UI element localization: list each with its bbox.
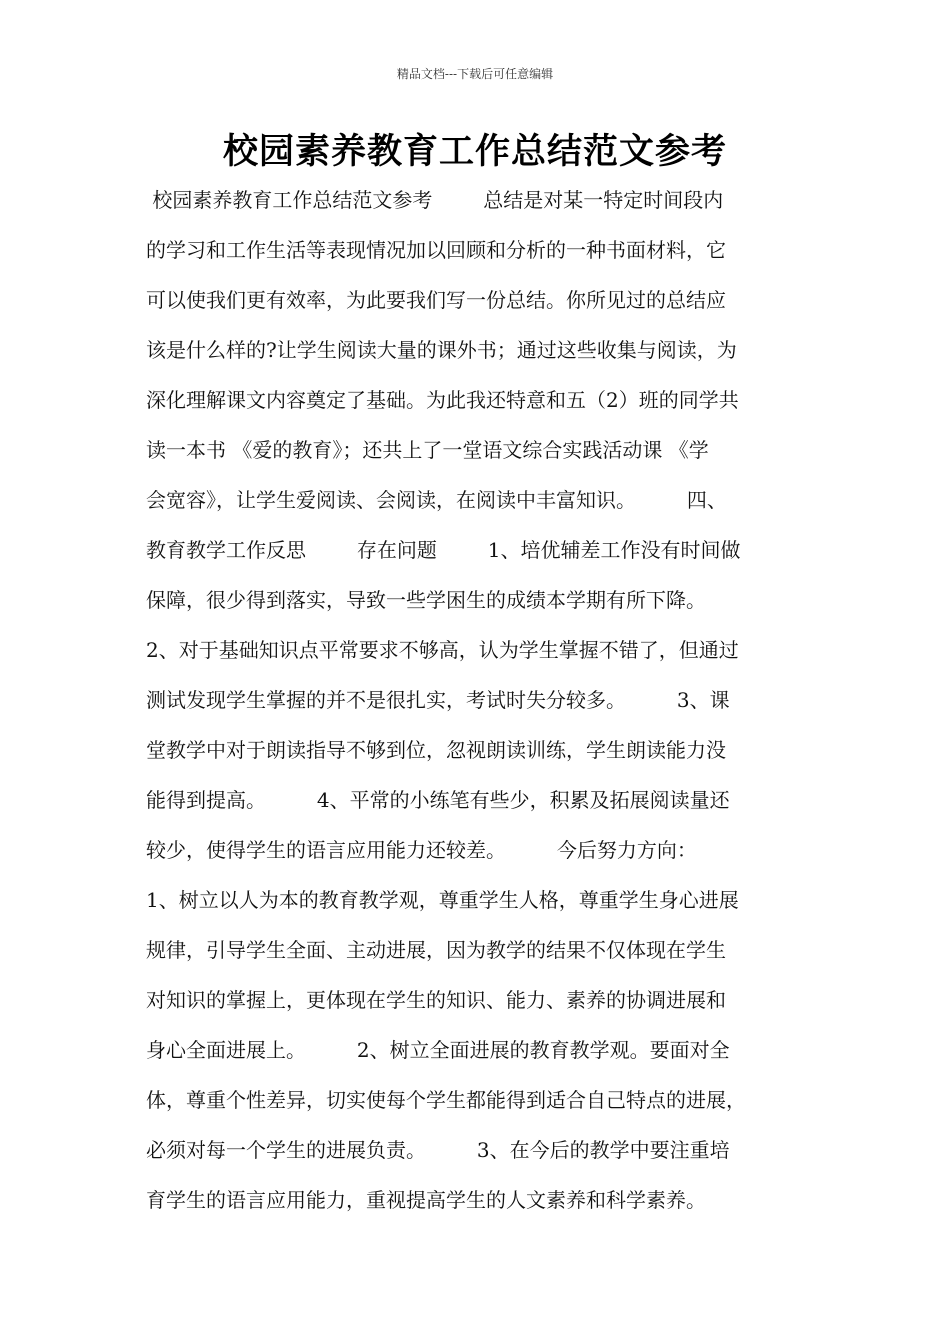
body-line-2: 的学习和工作生活等表现情况加以回顾和分析的一种书面材料，它 (146, 238, 726, 262)
body-line-20: 必须对每一个学生的进展负责。 3、在今后的教学中要注重培 (146, 1138, 730, 1162)
body-line-10: 2、对于基础知识点平常要求不够高，认为学生掌握不错了，但通过 (146, 638, 739, 662)
body-line-11: 测试发现学生掌握的并不是很扎实，考试时失分较多。 3、课 (146, 688, 730, 712)
body-line-17: 对知识的掌握上，更体现在学生的知识、能力、素养的协调进展和 (146, 988, 726, 1012)
document-body (146, 182, 826, 1232)
body-line-14: 较少，使得学生的语言应用能力还较差。 今后努力方向： (146, 838, 697, 862)
body-line-7: 会宽容》，让学生爱阅读、会阅读，在阅读中丰富知识。 四、 (146, 488, 727, 512)
page-header: 精品文档---下载后可任意编辑 (396, 67, 554, 81)
body-line-12: 堂教学中对于朗读指导不够到位，忽视朗读训练，学生朗读能力没 (146, 738, 726, 762)
body-line-13: 能得到提高。 4、平常的小练笔有些少，积累及拓展阅读量还 (146, 788, 730, 812)
body-line-18: 身心全面进展上。 2、树立全面进展的教育教学观。要面对全 (146, 1038, 730, 1062)
body-line-15: 1、树立以人为本的教育教学观，尊重学生人格，尊重学生身心进展 (146, 888, 739, 912)
body-line-16: 规律，引导学生全面、主动进展，因为教学的结果不仅体现在学生 (146, 938, 726, 962)
body-line-9: 保障，很少得到落实，导致一些学困生的成绩本学期有所下降。 (146, 588, 706, 612)
body-line-3: 可以使我们更有效率，为此要我们写一份总结。你所见过的总结应 (146, 288, 726, 312)
body-line-8: 教育教学工作反思 存在问题 1、培优辅差工作没有时间做 (146, 538, 741, 562)
body-line-1: 校园素养教育工作总结范文参考 总结是对某一特定时间段内 (146, 188, 724, 212)
body-line-5: 深化理解课文内容奠定了基础。为此我还特意和五（2）班的同学共 (146, 388, 739, 412)
body-line-4: 该是什么样的?让学生阅读大量的课外书；通过这些收集与阅读，为 (146, 338, 737, 362)
document-title: 校园素养教育工作总结范文参考 (222, 131, 727, 172)
body-line-19: 体，尊重个性差异，切实使每个学生都能得到适合自己特点的进展， (146, 1088, 746, 1112)
body-line-6: 读一本书 《爱的教育》；还共上了一堂语文综合实践活动课 《学 (146, 438, 709, 462)
body-line-21: 育学生的语言应用能力，重视提高学生的人文素养和科学素养。 (146, 1188, 706, 1212)
